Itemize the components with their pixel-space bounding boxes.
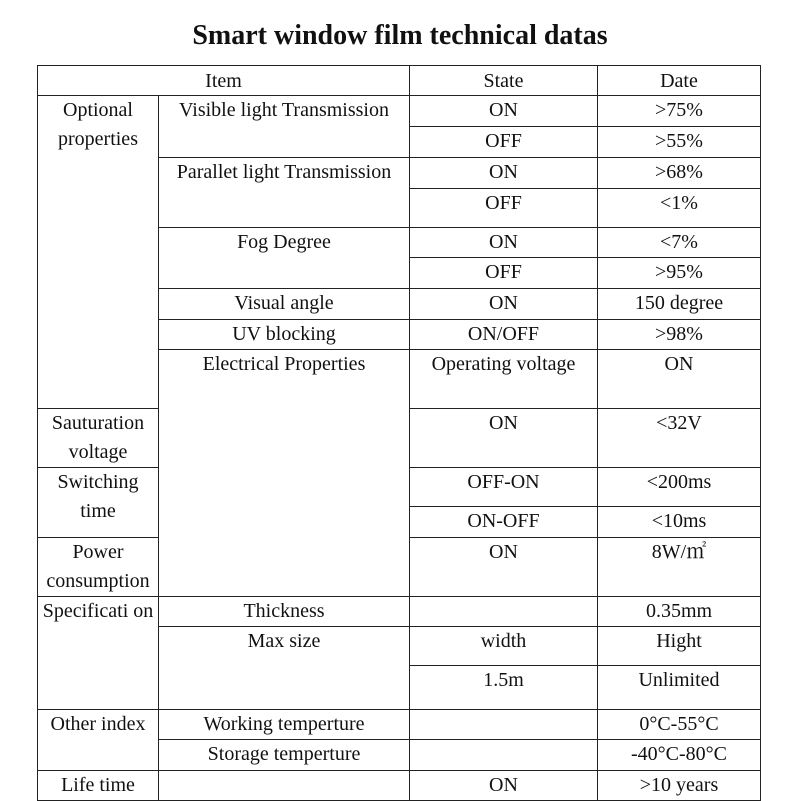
item-max-size: Max size [159,627,410,710]
category-life-time: Life time [38,771,159,801]
value-cell: <10ms [598,507,761,538]
item-fog-degree: Fog Degree [159,228,410,289]
table-row [38,597,761,627]
value-cell: >98% [598,320,761,350]
state-cell: width [410,627,598,666]
item-saturation-voltage: Sauturation voltage [38,409,159,468]
state-cell: ON/OFF [410,320,598,350]
state-cell: ON [410,538,598,597]
value-cell: <7% [598,228,761,258]
item-storage-temperature: Storage temperture [159,740,410,771]
value-cell: 0°C-55°C [598,710,761,740]
state-cell: ON [410,409,598,468]
item-visible-light: Visible light Transmission [159,96,410,158]
table-row [38,771,761,801]
table-row [38,96,761,127]
value-cell: >75% [598,96,761,127]
header-state: State [410,66,598,96]
state-cell: ON [410,771,598,801]
value-cell: <1% [598,189,761,228]
spec-table [37,65,761,801]
value-cell: 8W/㎡ [598,538,761,597]
state-cell: OFF [410,258,598,289]
state-cell [410,710,598,740]
state-cell: OFF-ON [410,468,598,507]
category-electrical: Electrical Properties [159,350,410,597]
header-row [38,66,761,96]
header-date: Date [598,66,761,96]
item-visual-angle: Visual angle [159,289,410,320]
item-switching-time: Switching time [38,468,159,538]
category-other: Other index [38,710,159,771]
state-cell: ON [410,228,598,258]
item-parallel-light: Parallet light Transmission [159,158,410,228]
value-cell: Unlimited [598,666,761,710]
state-cell: 1.5m [410,666,598,710]
value-cell: <32V [598,409,761,468]
value-cell: >68% [598,158,761,189]
value-cell: 0.35mm [598,597,761,627]
value-cell: >55% [598,127,761,158]
item-operating-voltage: Operating voltage [410,350,598,409]
state-cell [410,597,598,627]
table-row [38,710,761,740]
value-cell: <200ms [598,468,761,507]
item-uv-blocking: UV blocking [159,320,410,350]
state-cell: ON [410,289,598,320]
state-cell [410,740,598,771]
state-cell: ON [410,96,598,127]
state-cell: OFF [410,189,598,228]
header-item: Item [38,66,410,96]
category-optional: Optional properties [38,96,159,409]
state-cell: ON [598,350,761,409]
value-cell: Hight [598,627,761,666]
page-title: Smart window film technical datas [192,20,608,51]
state-cell: ON-OFF [410,507,598,538]
value-cell: >95% [598,258,761,289]
state-cell: ON [410,158,598,189]
value-cell: >10 years [598,771,761,801]
item-cell [159,771,410,801]
item-power-consumption: Power consumption [38,538,159,597]
item-working-temperature: Working temperture [159,710,410,740]
value-cell: 150 degree [598,289,761,320]
state-cell: OFF [410,127,598,158]
item-thickness: Thickness [159,597,410,627]
category-specification: Specificati on [38,597,159,710]
value-cell: -40°C-80°C [598,740,761,771]
